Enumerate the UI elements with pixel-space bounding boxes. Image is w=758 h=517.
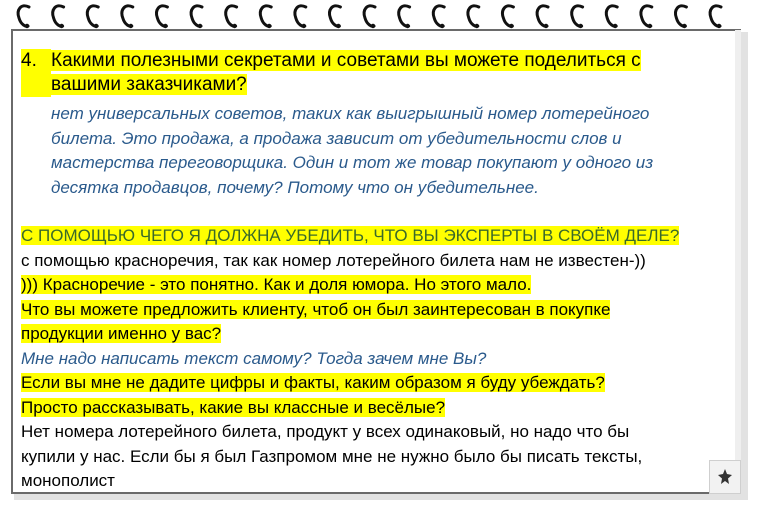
notebook-ring-icon	[537, 6, 548, 28]
notebook-ring-icon	[641, 6, 652, 28]
pin-icon	[716, 468, 734, 486]
dialog-answer-3b: купили у нас. Если бы я был Газпромом мне не нужно было бы писать тексты,	[21, 446, 643, 466]
scrollbar-track[interactable]	[735, 30, 741, 493]
question-number: 4.	[21, 49, 51, 97]
notebook-ring-icon	[433, 6, 444, 28]
dialog-reply-3: Если вы мне не дадите цифры и факты, каким образом я буду убеждать?	[21, 373, 605, 392]
notebook-ring-icon	[260, 6, 271, 28]
answer-block	[51, 102, 721, 200]
notebook-ring-icon	[53, 6, 64, 28]
notebook-ring-icon	[503, 6, 514, 28]
notebook-ring-icon	[295, 6, 306, 28]
dialog-reply-2a: Что вы можете предложить клиенту, чтоб он был заинтересован в покупке	[21, 299, 611, 319]
answer-line: нет универсальных советов, таких как выигрышный номер лотерейного	[51, 104, 650, 123]
dialog-reply-2b: продукции именно у вас?	[21, 324, 222, 343]
notebook-ring-icon	[18, 6, 29, 28]
notebook-ring-icon	[676, 6, 687, 28]
notebook-ring-icon	[191, 6, 202, 28]
notebook-ring-icon	[226, 6, 237, 28]
notebook-ring-icon	[87, 6, 98, 28]
dialog-reply-4: Просто рассказывать, какие вы классные и весёлые?	[21, 397, 446, 417]
dialog-block	[21, 224, 721, 494]
notebook-ring-icon	[157, 6, 168, 28]
pin-button[interactable]	[709, 460, 741, 494]
note-content	[21, 49, 721, 494]
note-card	[11, 29, 741, 494]
notebook-ring-icon	[364, 6, 375, 28]
question-text	[51, 49, 721, 97]
notebook-ring-icon	[399, 6, 410, 28]
dialog-answer-3a: Нет номера лотерейного билета, продукт у всех одинаковый, но надо что бы	[21, 422, 630, 441]
notebook-ring-icon	[572, 6, 583, 28]
dialog-answer-2: Мне надо написать текст самому? Тогда зачем мне Вы?	[21, 348, 487, 368]
answer-line: билета. Это продажа, а продажа зависит от убедительности слов и	[51, 128, 622, 148]
answer-line: десятка продавцов, почему? Потому что он убедительнее.	[51, 177, 539, 197]
notebook-ring-icon	[122, 6, 133, 28]
notebook-ring-icon	[468, 6, 479, 28]
question-line-1: Какими полезными секретами и советами вы можете поделиться с	[51, 50, 641, 71]
notebook-ring-icon	[710, 6, 721, 28]
question-line-2: вашими заказчиками?	[51, 74, 247, 95]
notebook-ring-icon	[606, 6, 617, 28]
spacer	[21, 200, 721, 224]
dialog-reply-1: ))) Красноречие - это понятно. Как и доля юмора. Но этого мало.	[21, 275, 532, 294]
dialog-question-caps: С ПОМОЩЬЮ ЧЕГО Я ДОЛЖНА УБЕДИТЬ, ЧТО ВЫ ЭКСПЕРТЫ В СВОЁМ ДЕЛЕ?	[21, 226, 680, 245]
question-heading	[21, 49, 721, 97]
notebook-ring-icon	[330, 6, 341, 28]
dialog-answer-1: с помощью красноречия, так как номер лотерейного билета нам не известен-))	[21, 250, 646, 270]
answer-line: мастерства переговорщика. Один и тот же товар покупают у одного из	[51, 153, 654, 172]
dialog-answer-3c: монополист	[21, 471, 115, 490]
